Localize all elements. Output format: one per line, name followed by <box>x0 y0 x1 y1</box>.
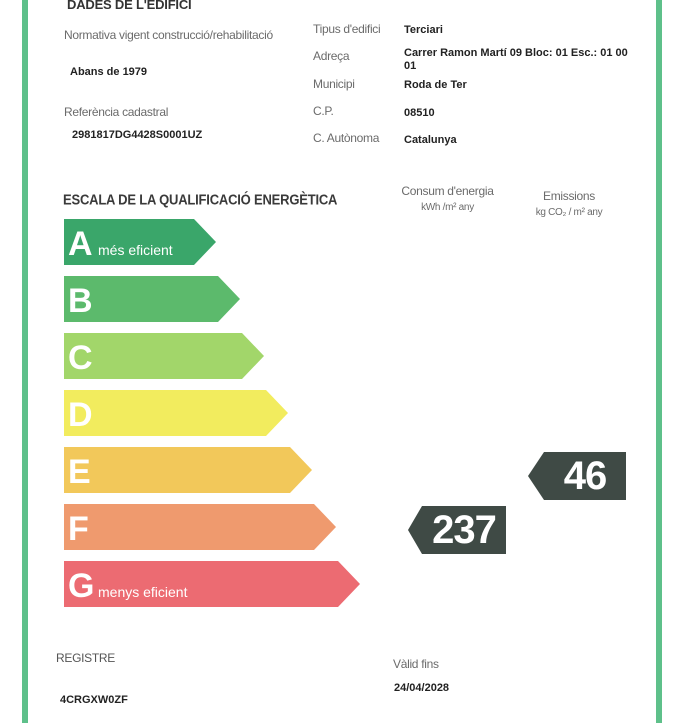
municipi-value: Roda de Ter <box>404 79 467 91</box>
emissions-unit: kg CO₂ / m² any <box>535 207 603 218</box>
scale-letter-g: G <box>68 567 95 605</box>
section-title: DADES DE L'EDIFICI <box>67 0 192 12</box>
valid-value: 24/04/2028 <box>394 682 450 694</box>
scale-letter-c: C <box>68 339 93 377</box>
right-border <box>656 0 662 723</box>
emissions-label: Emissions <box>543 189 595 203</box>
adreca-label: Adreça <box>313 49 350 63</box>
scale-bar-shape-c <box>64 333 264 379</box>
scale-letter-f: F <box>68 510 89 548</box>
valid-label: Vàlid fins <box>393 657 439 671</box>
normativa-value: Abans de 1979 <box>70 66 148 78</box>
tipus-label: Tipus d'edifici <box>313 22 381 36</box>
scale-bar-g <box>64 561 360 607</box>
scale-letter-e: E <box>68 453 91 491</box>
ref-label: Referència cadastral <box>64 105 169 119</box>
scale-bar-b <box>64 276 240 322</box>
ca-value: Catalunya <box>404 134 457 146</box>
consum-rating-arrow <box>408 506 506 554</box>
registre-label: REGISTRE <box>56 651 115 665</box>
emissions-rating-value: 46 <box>563 453 607 498</box>
scale-bar-d <box>64 390 288 436</box>
consum-unit: kWh /m² any <box>421 202 474 213</box>
emissions-rating-arrow <box>528 452 626 500</box>
consum-rating-value: 237 <box>432 507 496 552</box>
scale-letter-d: D <box>68 396 93 434</box>
energy-scale-bars <box>56 215 366 615</box>
scale-bar-f <box>64 504 336 550</box>
cp-value: 08510 <box>404 107 435 119</box>
scale-bar-a <box>64 219 216 265</box>
left-border <box>22 0 28 723</box>
scale-caption-g: menys eficient <box>98 584 188 600</box>
adreca-line1: Carrer Ramon Martí 09 Bloc: 01 Esc.: 01 00 <box>404 47 628 59</box>
scale-letter-b: B <box>68 282 93 320</box>
consum-label: Consum d'energia <box>401 184 494 198</box>
scale-bar-c <box>64 333 264 379</box>
cp-label: C.P. <box>313 104 334 118</box>
adreca-line2: 01 <box>404 60 417 72</box>
scale-bar-shape-e <box>64 447 312 493</box>
scale-bar-e <box>64 447 312 493</box>
scale-title: ESCALA DE LA QUALIFICACIÓ ENERGÈTICA <box>63 191 338 208</box>
ca-label: C. Autònoma <box>313 131 380 145</box>
normativa-label: Normativa vigent construcció/rehabilitació <box>64 28 273 42</box>
scale-bar-shape-d <box>64 390 288 436</box>
ref-value: 2981817DG4428S0001UZ <box>72 129 203 141</box>
tipus-value: Terciari <box>404 24 443 36</box>
scale-bar-shape-f <box>64 504 336 550</box>
registre-value: 4CRGXW0ZF <box>60 694 128 706</box>
municipi-label: Municipi <box>313 77 355 91</box>
scale-caption-a: més eficient <box>98 242 173 258</box>
scale-letter-a: A <box>68 225 93 263</box>
